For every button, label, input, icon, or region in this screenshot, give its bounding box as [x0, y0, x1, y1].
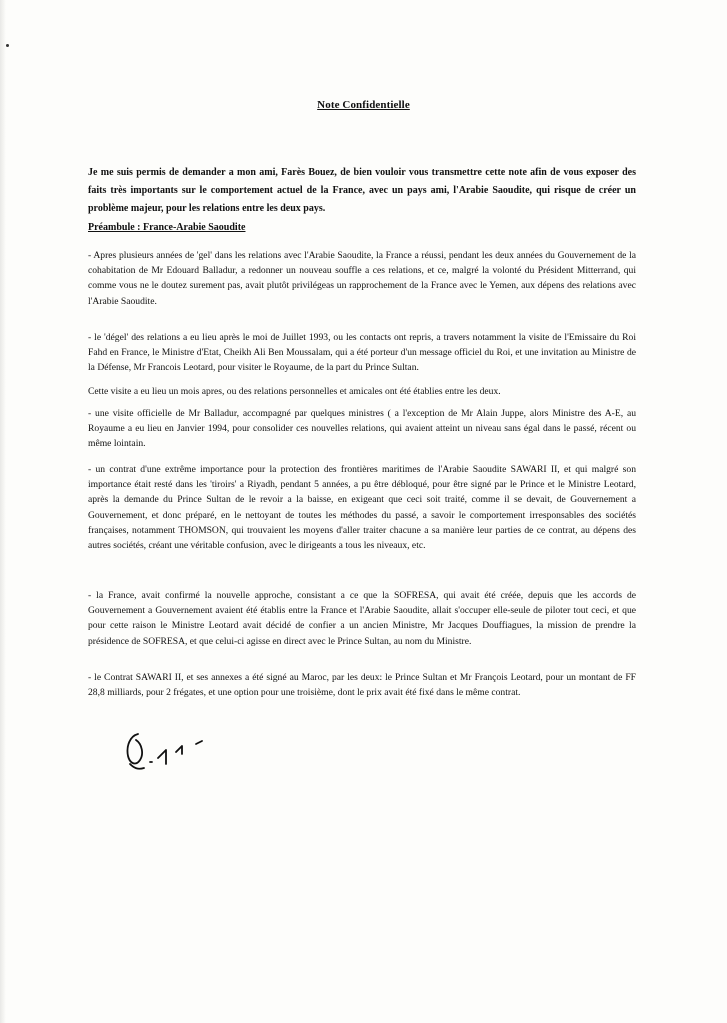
paragraph-3: Cette visite a eu lieu un mois apres, ou des relations personnelles et amicales ont été établies entre les deux.	[88, 386, 501, 397]
paragraph-7: - le Contrat SAWARI II, et ses annexes a été signé au Maroc, par les deux: le Prince Sultan et Mr François Leotard, pour un montant de FF 28,8 milliards, pour 2 frégates, et une option pour une troisième, dont le prix avait été fixé dans le même contrat.	[88, 672, 636, 699]
scan-speck	[6, 44, 9, 47]
preamble-heading: Préambule : France-Arabie Saoudite	[88, 222, 246, 233]
paragraph-2: - le 'dégel' des relations a eu lieu après le moi de Juillet 1993, ou les contacts ont repris, a travers notamment la visite de l'Emissaire du Roi Fahd en France, le Ministre d'Etat, Cheikh Ali Ben Moussalam, qui a été porteur d'un message officiel du Roi, et une invitation au Ministre de la Défense, Mr Francois Leotard, pour visiter le Royaume, de la part du Prince Sultan.	[88, 332, 636, 374]
paragraph-4: - une visite officielle de Mr Balladur, accompagné par quelques ministres ( a l'exception de Mr Alain Juppe, alors Ministre des A-E, au Royaume a eu lieu en Janvier 1994, pour consolider ces nouvelles relations, qui avaient atteint un niveau sans égal dans le passé, récent ou même lointain.	[88, 408, 636, 450]
scan-edge	[0, 0, 6, 1023]
handwritten-signature	[116, 724, 216, 774]
intro-paragraph: Je me suis permis de demander a mon ami, Farès Bouez, de bien vouloir vous transmettre cette note afin de vous exposer des faits très importants sur le comportement actuel de la France, avec un pays ami, l'Arabie Saoudite, qui risque de créer un problème majeur, pour les relations entre les deux pays.	[88, 167, 636, 214]
paragraph-6: - la France, avait confirmé la nouvelle approche, consistant a ce que la SOFRESA, qui avait été créée, depuis que les accords de Gouvernement a Gouvernement avaient été établis entre la France et l'Arabie Saoudite, allait s'occuper elle-seule de piloter tout ceci, et que pour cette raison le Ministre Leotard avait décidé de confier a un ancien Ministre, Mr Jacques Douffiagues, la mission de prendre la présidence de SOFRESA, et que celui-ci agisse en direct avec le Prince Sultan, au nom du Ministre.	[88, 590, 636, 647]
paragraph-1: - Apres plusieurs années de 'gel' dans les relations avec l'Arabie Saoudite, la France a réussi, pendant les deux années du Gouvernement de la cohabitation de Mr Edouard Balladur, a redonner un nouveau souffle a ces relations, et ce, malgré la volonté du Président Mitterrand, qui comme vous ne le doutez surement pas, avait plutôt privilégeas un rapprochement de la France avec le Yemen, aux dépens des relations avec l'Arabie Saoudite.	[88, 250, 636, 307]
document-title: Note Confidentielle	[317, 99, 410, 111]
paragraph-5: - un contrat d'une extrême importance pour la protection des frontières maritimes de l'Arabie Saoudite SAWARI II, et qui malgré son importance était resté dans les 'tiroirs' a Riyadh, pendant 5 années, a pu être débloqué, pour être signé par le Prince et le Ministre Leotard, après la demande du Prince Sultan de le revoir a la baisse, en exigeant que ceci soit traité, comme il se devait, de Gouvernement a Gouvernement, et donc préparé, en le nettoyant de toutes les méthodes du passé, a savoir le comportement irresponsables des sociétés françaises, notamment THOMSON, qui trouvaient les moyens d'aller traiter chacune a sa manière leur parties de ce contrat, au dépens des autres sociétés, créant une véritable confusion, avec le dirigeants a tous les niveaux, etc.	[88, 464, 636, 552]
